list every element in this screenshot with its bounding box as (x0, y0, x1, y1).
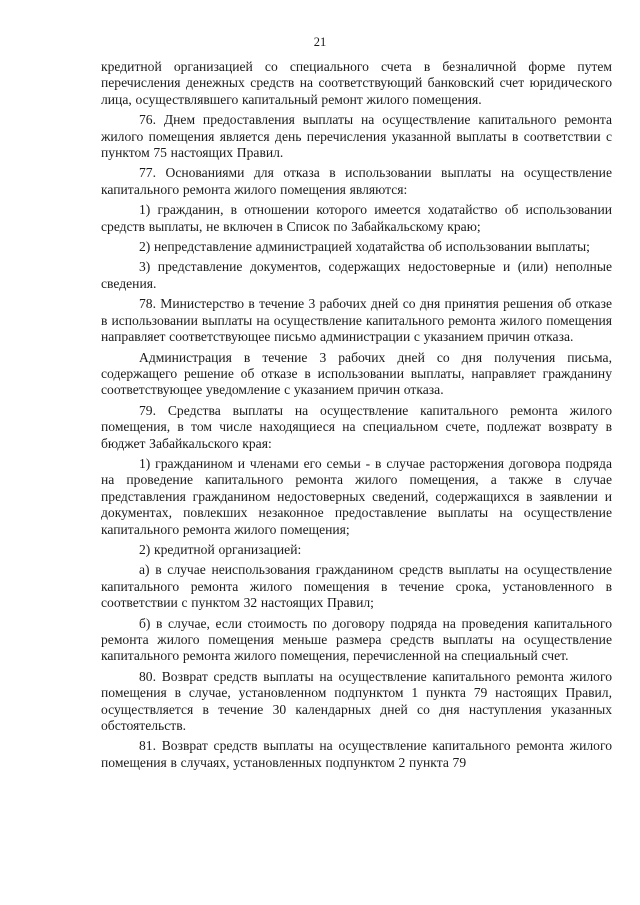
paragraph-81: 81. Возврат средств выплаты на осуществление капитального ремонта жилого помещения в случаях, установленных подпунктом 2 пункта 79 (101, 738, 612, 770)
paragraph-79-item-2a: а) в случае неиспользования гражданином средств выплаты на осуществление капитального ремонта жилого помещения в течение срока, установленного в соответствии с пунктом 32 настоящих Правил; (101, 562, 612, 611)
paragraph-80: 80. Возврат средств выплаты на осуществление капитального ремонта жилого помещения в случае, установленном подпунктом 1 пункта 79 настоящих Правил, осуществляется в течение 30 календарных дней со дня наступления указанных обстоятельств. (101, 668, 612, 734)
paragraph-77-item-2: 2) непредставление администрацией ходатайства об использовании выплаты; (139, 239, 590, 255)
paragraph-78-administration: Администрация в течение 3 рабочих дней со дня получения письма, содержащего решение об отказе в использовании выплаты, направляет гражданину соответствующее уведомление с указанием причин отказа. (101, 349, 612, 398)
paragraph-79-item-1: 1) гражданином и членами его семьи - в случае расторжения договора подряда на проведение капитального ремонта жилого помещения, а также в случае представления гражданином недостоверных сведений, содержащихся в заявлении и документах, повлекших незаконное предоставление выплаты на осуществление капитального ремонта жилого помещения; (101, 455, 612, 537)
paragraph-79-item-2: 2) кредитной организацией: (139, 541, 302, 557)
document-body (101, 59, 612, 775)
paragraph-77-item-1: 1) гражданин, в отношении которого имеется ходатайство об использовании средств выплаты, не включен в Список по Забайкальскому краю; (101, 202, 612, 234)
paragraph-76: 76. Днем предоставления выплаты на осуществление капитального ремонта жилого помещения является день перечисления указанной выплаты в соответствии с пунктом 75 настоящих Правил. (101, 112, 612, 161)
paragraph-79: 79. Средства выплаты на осуществление капитального ремонта жилого помещения, в том числе находящиеся на специальном счете, подлежат возврату в бюджет Забайкальского края: (101, 402, 612, 451)
paragraph-78: 78. Министерство в течение 3 рабочих дней со дня принятия решения об отказе в использовании выплаты на осуществление капитального ремонта жилого помещения направляет соответствующее письмо администрации с указанием причин отказа. (101, 296, 612, 345)
paragraph-77-item-3: 3) представление документов, содержащих недостоверные и (или) неполные сведения. (101, 259, 612, 291)
paragraph-77: 77. Основаниями для отказа в использовании выплаты на осуществление капитального ремонта жилого помещения являются: (101, 165, 612, 197)
page-number: 21 (313, 35, 327, 49)
paragraph-continuation: кредитной организацией со специального счета в безналичной форме путем перечисления денежных средств на соответствующий банковский счет юридического лица, осуществлявшего капитальный ремонт жилого помещения. (101, 59, 612, 107)
paragraph-79-item-2b: б) в случае, если стоимость по договору подряда на проведения капитального ремонта жилого помещения меньше размера средств выплаты на осуществление капитального ремонта жилого помещения, перечисленной на специальный счет. (101, 615, 612, 664)
